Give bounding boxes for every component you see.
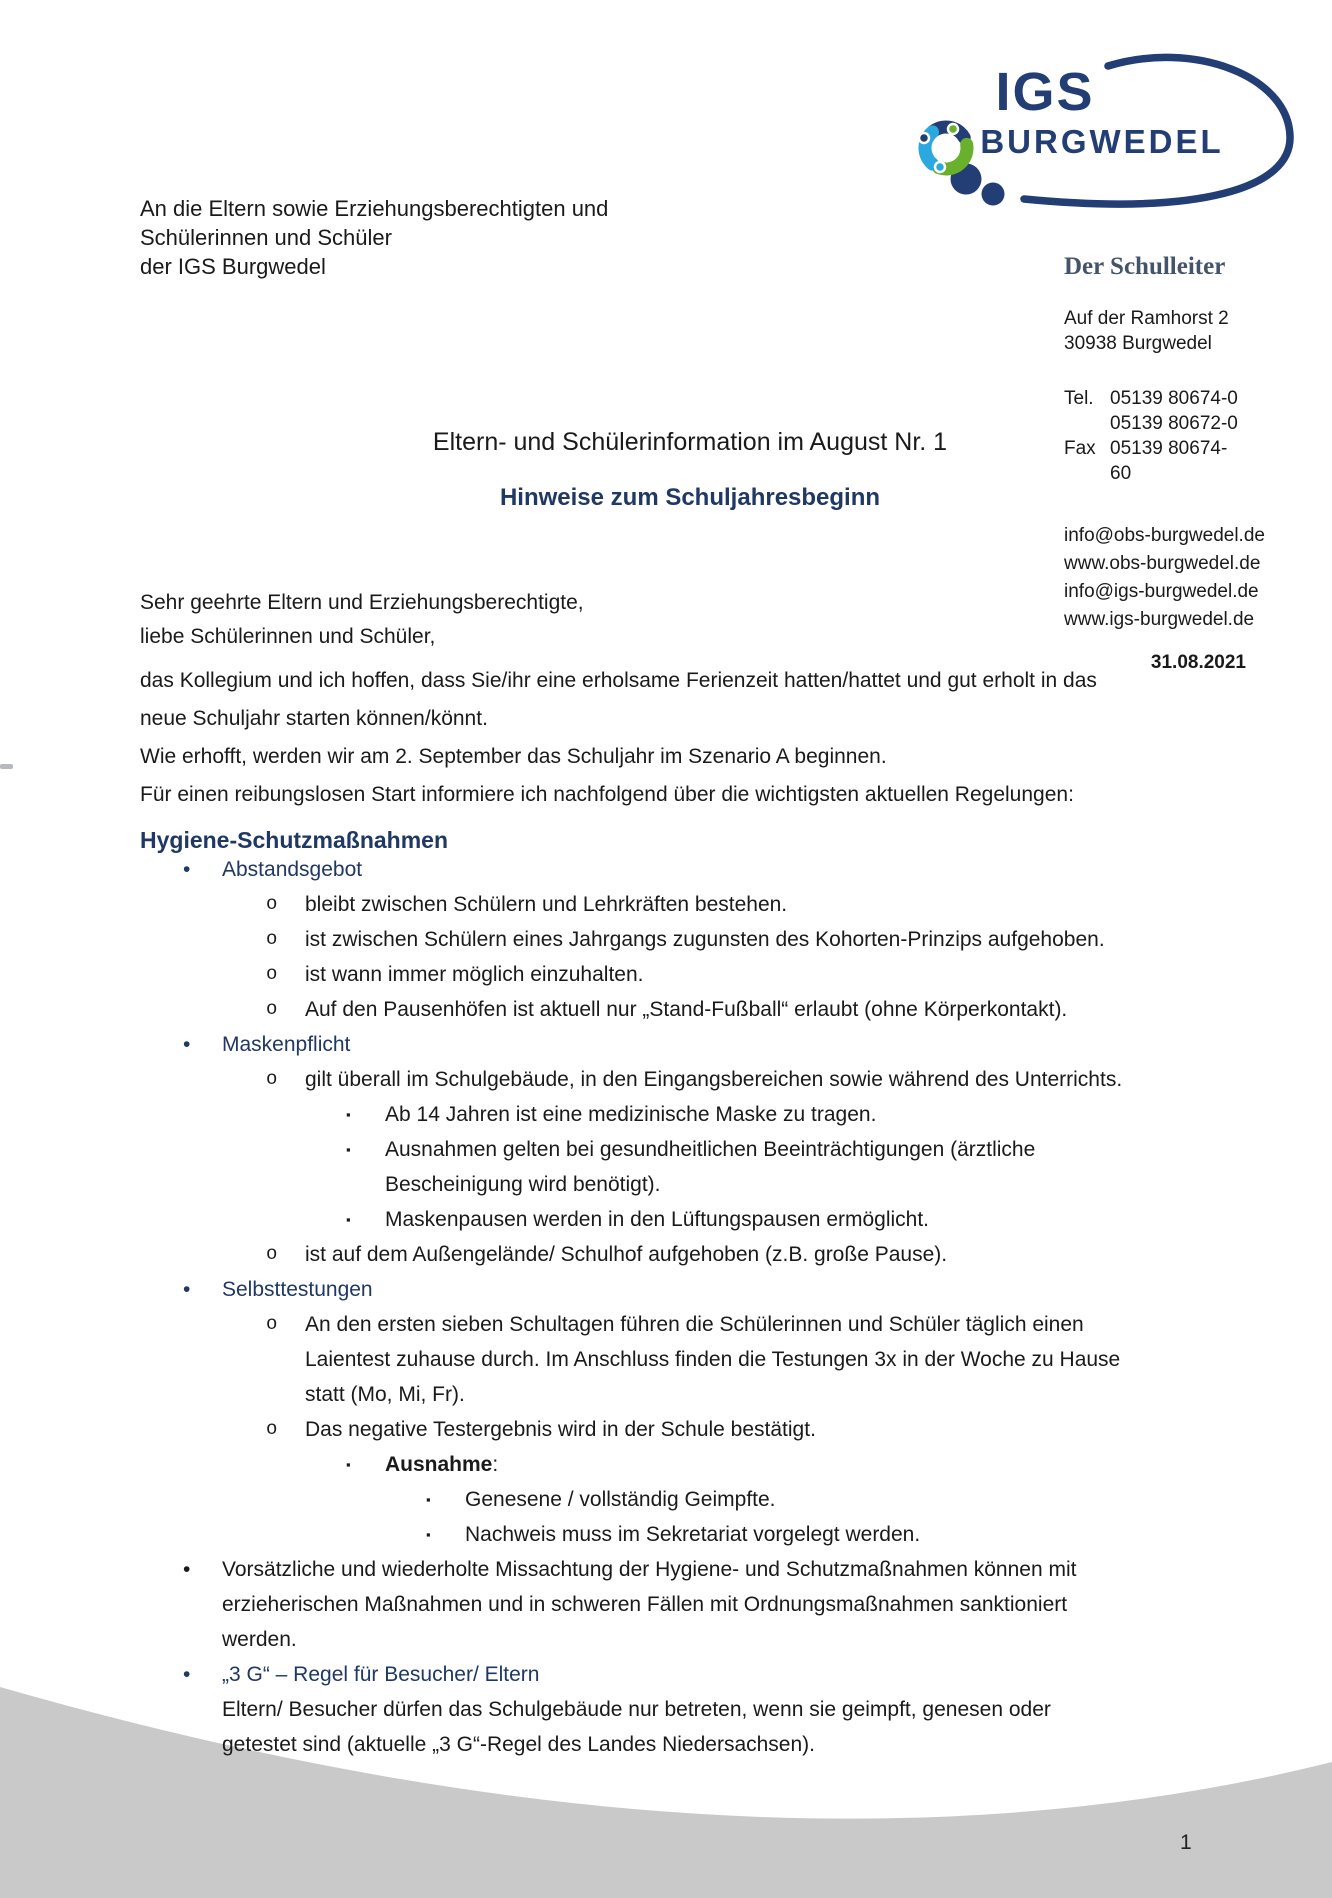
bullet-line: Maskenpausen werden in den Lüftungspausen ermöglicht. [385,1208,930,1231]
intro-line: Wie erhofft, werden wir am 2. September das Schuljahr im Szenario A beginnen. [140,745,887,768]
recipient-block [140,194,608,281]
letter-title: Eltern- und Schülerinformation im August Nr. 1 [432,428,948,456]
bullet-line: ist auf dem Außengelände/ Schulhof aufgehoben (z.B. große Pause). [305,1243,948,1266]
bullet-item [140,957,1280,992]
school-logo [872,28,1328,226]
logo-dot-small [982,183,1005,206]
bullet-line: ist zwischen Schülern eines Jahrgangs zugunsten des Kohorten-Prinzips aufgehoben. [305,928,1105,951]
web-line: info@obs-burgwedel.de [1064,525,1265,546]
bullet-marker: o [266,1313,278,1335]
bullet-marker: o [266,1418,278,1440]
bullet-marker: o [266,963,278,985]
bullet-line: An den ersten sieben Schultagen führen die Schülerinnen und Schüler täglich einen [305,1313,1084,1336]
phone-value: 05139 80674-0 [1110,388,1238,409]
rules-list [140,852,1280,1762]
logo-acronym: IGS [995,62,1095,122]
bullet-marker: • [183,1278,191,1301]
bullet-item [140,922,1280,957]
bullet-line: Eltern/ Besucher dürfen das Schulgebäude nur betreten, wenn sie geimpft, genesen oder [222,1698,1051,1721]
bullet-item [140,1692,1280,1762]
intro-paragraph [140,662,1097,814]
scan-artifact [0,764,13,769]
intro-line: neue Schuljahr starten können/könnt. [140,707,488,730]
bullet-line: Ab 14 Jahren ist eine medizinische Maske zu tragen. [385,1103,877,1126]
bullet-item [140,1412,1280,1447]
bullet-line: ist wann immer möglich einzuhalten. [305,963,644,986]
bullet-line: Maskenpflicht [222,1033,351,1056]
bullet-item [140,887,1280,922]
bullet-line: erzieherischen Maßnahmen und in schweren Fällen mit Ordnungsmaßnahmen sanktioniert [222,1593,1068,1616]
bullet-line: Auf den Pausenhöfen ist aktuell nur „Stand-Fußball“ erlaubt (ohne Körperkontakt). [305,998,1068,1021]
bullet-line: Vorsätzliche und wiederholte Missachtung der Hygiene- und Schutzmaßnahmen können mit [222,1558,1077,1581]
phone-row [1064,386,1246,411]
address-line: 30938 Burgwedel [1064,333,1212,354]
bullet-item [140,1447,1280,1482]
bullet-line: gilt überall im Schulgebäude, in den Eingangsbereichen sowie während des Unterrichts. [305,1068,1123,1091]
page-number: 1 [1180,1831,1192,1854]
sender-role: Der Schulleiter [1064,253,1226,280]
bullet-item [140,1132,1280,1202]
bullet-item [140,1552,1280,1657]
bullet-line: statt (Mo, Mi, Fr). [305,1383,465,1406]
intro-line: Für einen reibungslosen Start informiere ich nachfolgend über die wichtigsten aktuellen Regelungen: [140,783,1074,806]
bullet-item [140,852,1280,887]
bullet-line: Nachweis muss im Sekretariat vorgelegt werden. [465,1523,921,1546]
bullet-line: Selbsttestungen [222,1278,373,1301]
logo-name: BURGWEDEL [980,123,1224,160]
bullet-line: werden. [222,1628,297,1651]
bullet-line: Abstandsgebot [222,858,363,881]
bullet-marker: o [266,928,278,950]
bullet-line-bold: Ausnahme [385,1453,493,1476]
bullet-marker: o [266,1068,278,1090]
letter-subtitle: Hinweise zum Schuljahresbeginn [499,484,881,511]
bullet-marker: ▪ [346,1457,351,1472]
contact-block [1064,252,1265,676]
salutation-line: Sehr geehrte Eltern und Erziehungsberechtigte, [140,591,584,614]
bullet-line: getestet sind (aktuelle „3 G“-Regel des Landes Niedersachsen). [222,1733,815,1756]
intro-line: das Kollegium und ich hoffen, dass Sie/ihr eine erholsame Ferienzeit hatten/hattet und gut erholt in das [140,669,1097,692]
phone-value: 05139 80674-60 [1110,438,1228,484]
bullet-item [140,992,1280,1027]
bullet-item [140,1657,1280,1692]
bullet-marker: o [266,893,278,915]
bullet-item [140,1482,1280,1517]
logo-emblem [919,124,967,172]
letter-date: 31.08.2021 [1150,652,1246,673]
bullet-line: Laientest zuhause durch. Im Anschluss finden die Testungen 3x in der Woche zu Hause [305,1348,1121,1371]
web-line: www.obs-burgwedel.de [1064,553,1261,574]
phone-label: Fax [1064,438,1096,459]
bullet-line: Das negative Testergebnis wird in der Schule bestätigt. [305,1418,816,1441]
bullet-marker: • [183,858,191,881]
recipient-line: der IGS Burgwedel [140,254,326,279]
bullet-item [140,1517,1280,1552]
bullet-line: Genesene / vollständig Geimpfte. [465,1488,776,1511]
bullet-marker: ▪ [346,1212,351,1227]
bullet-marker: • [183,1033,191,1056]
bullet-marker: • [183,1558,191,1581]
bullet-marker: o [266,1243,278,1265]
bullet-item [140,1272,1280,1307]
bullet-marker: ▪ [426,1527,431,1542]
web-line: info@igs-burgwedel.de [1064,581,1259,602]
bullet-item [140,1097,1280,1132]
phone-value: 05139 80672-0 [1110,413,1238,434]
bullet-item [140,1202,1280,1237]
section-heading: Hygiene-Schutzmaßnahmen [140,827,448,853]
bullet-marker: ▪ [346,1107,351,1122]
bullet-line-rest: : [492,1453,499,1476]
bullet-line [140,1447,1280,1482]
bullet-marker: • [183,1663,191,1686]
address-line: Auf der Ramhorst 2 [1064,308,1229,329]
bullet-marker: ▪ [346,1142,351,1157]
salutation [140,586,584,654]
bullet-item [140,1062,1280,1097]
salutation-line: liebe Schülerinnen und Schüler, [140,625,436,648]
bullet-marker: o [266,998,278,1020]
bullet-marker: ▪ [426,1492,431,1507]
bullet-line: bleibt zwischen Schülern und Lehrkräften bestehen. [305,893,788,916]
sender-address [1064,306,1246,356]
phone-label: Tel. [1064,388,1094,409]
bullet-line: Ausnahmen gelten bei gesundheitlichen Beeinträchtigungen (ärztliche [385,1138,1036,1161]
bullet-item [140,1237,1280,1272]
recipient-line: Schülerinnen und Schüler [140,225,392,250]
bullet-line: Bescheinigung wird benötigt). [385,1173,661,1196]
bullet-item [140,1027,1280,1062]
recipient-line: An die Eltern sowie Erziehungsberechtigten und [140,196,609,221]
bullet-line: „3 G“ – Regel für Besucher/ Eltern [222,1663,540,1686]
bullet-item [140,1307,1280,1412]
web-line: www.igs-burgwedel.de [1064,609,1255,630]
sender-web [1064,522,1265,634]
